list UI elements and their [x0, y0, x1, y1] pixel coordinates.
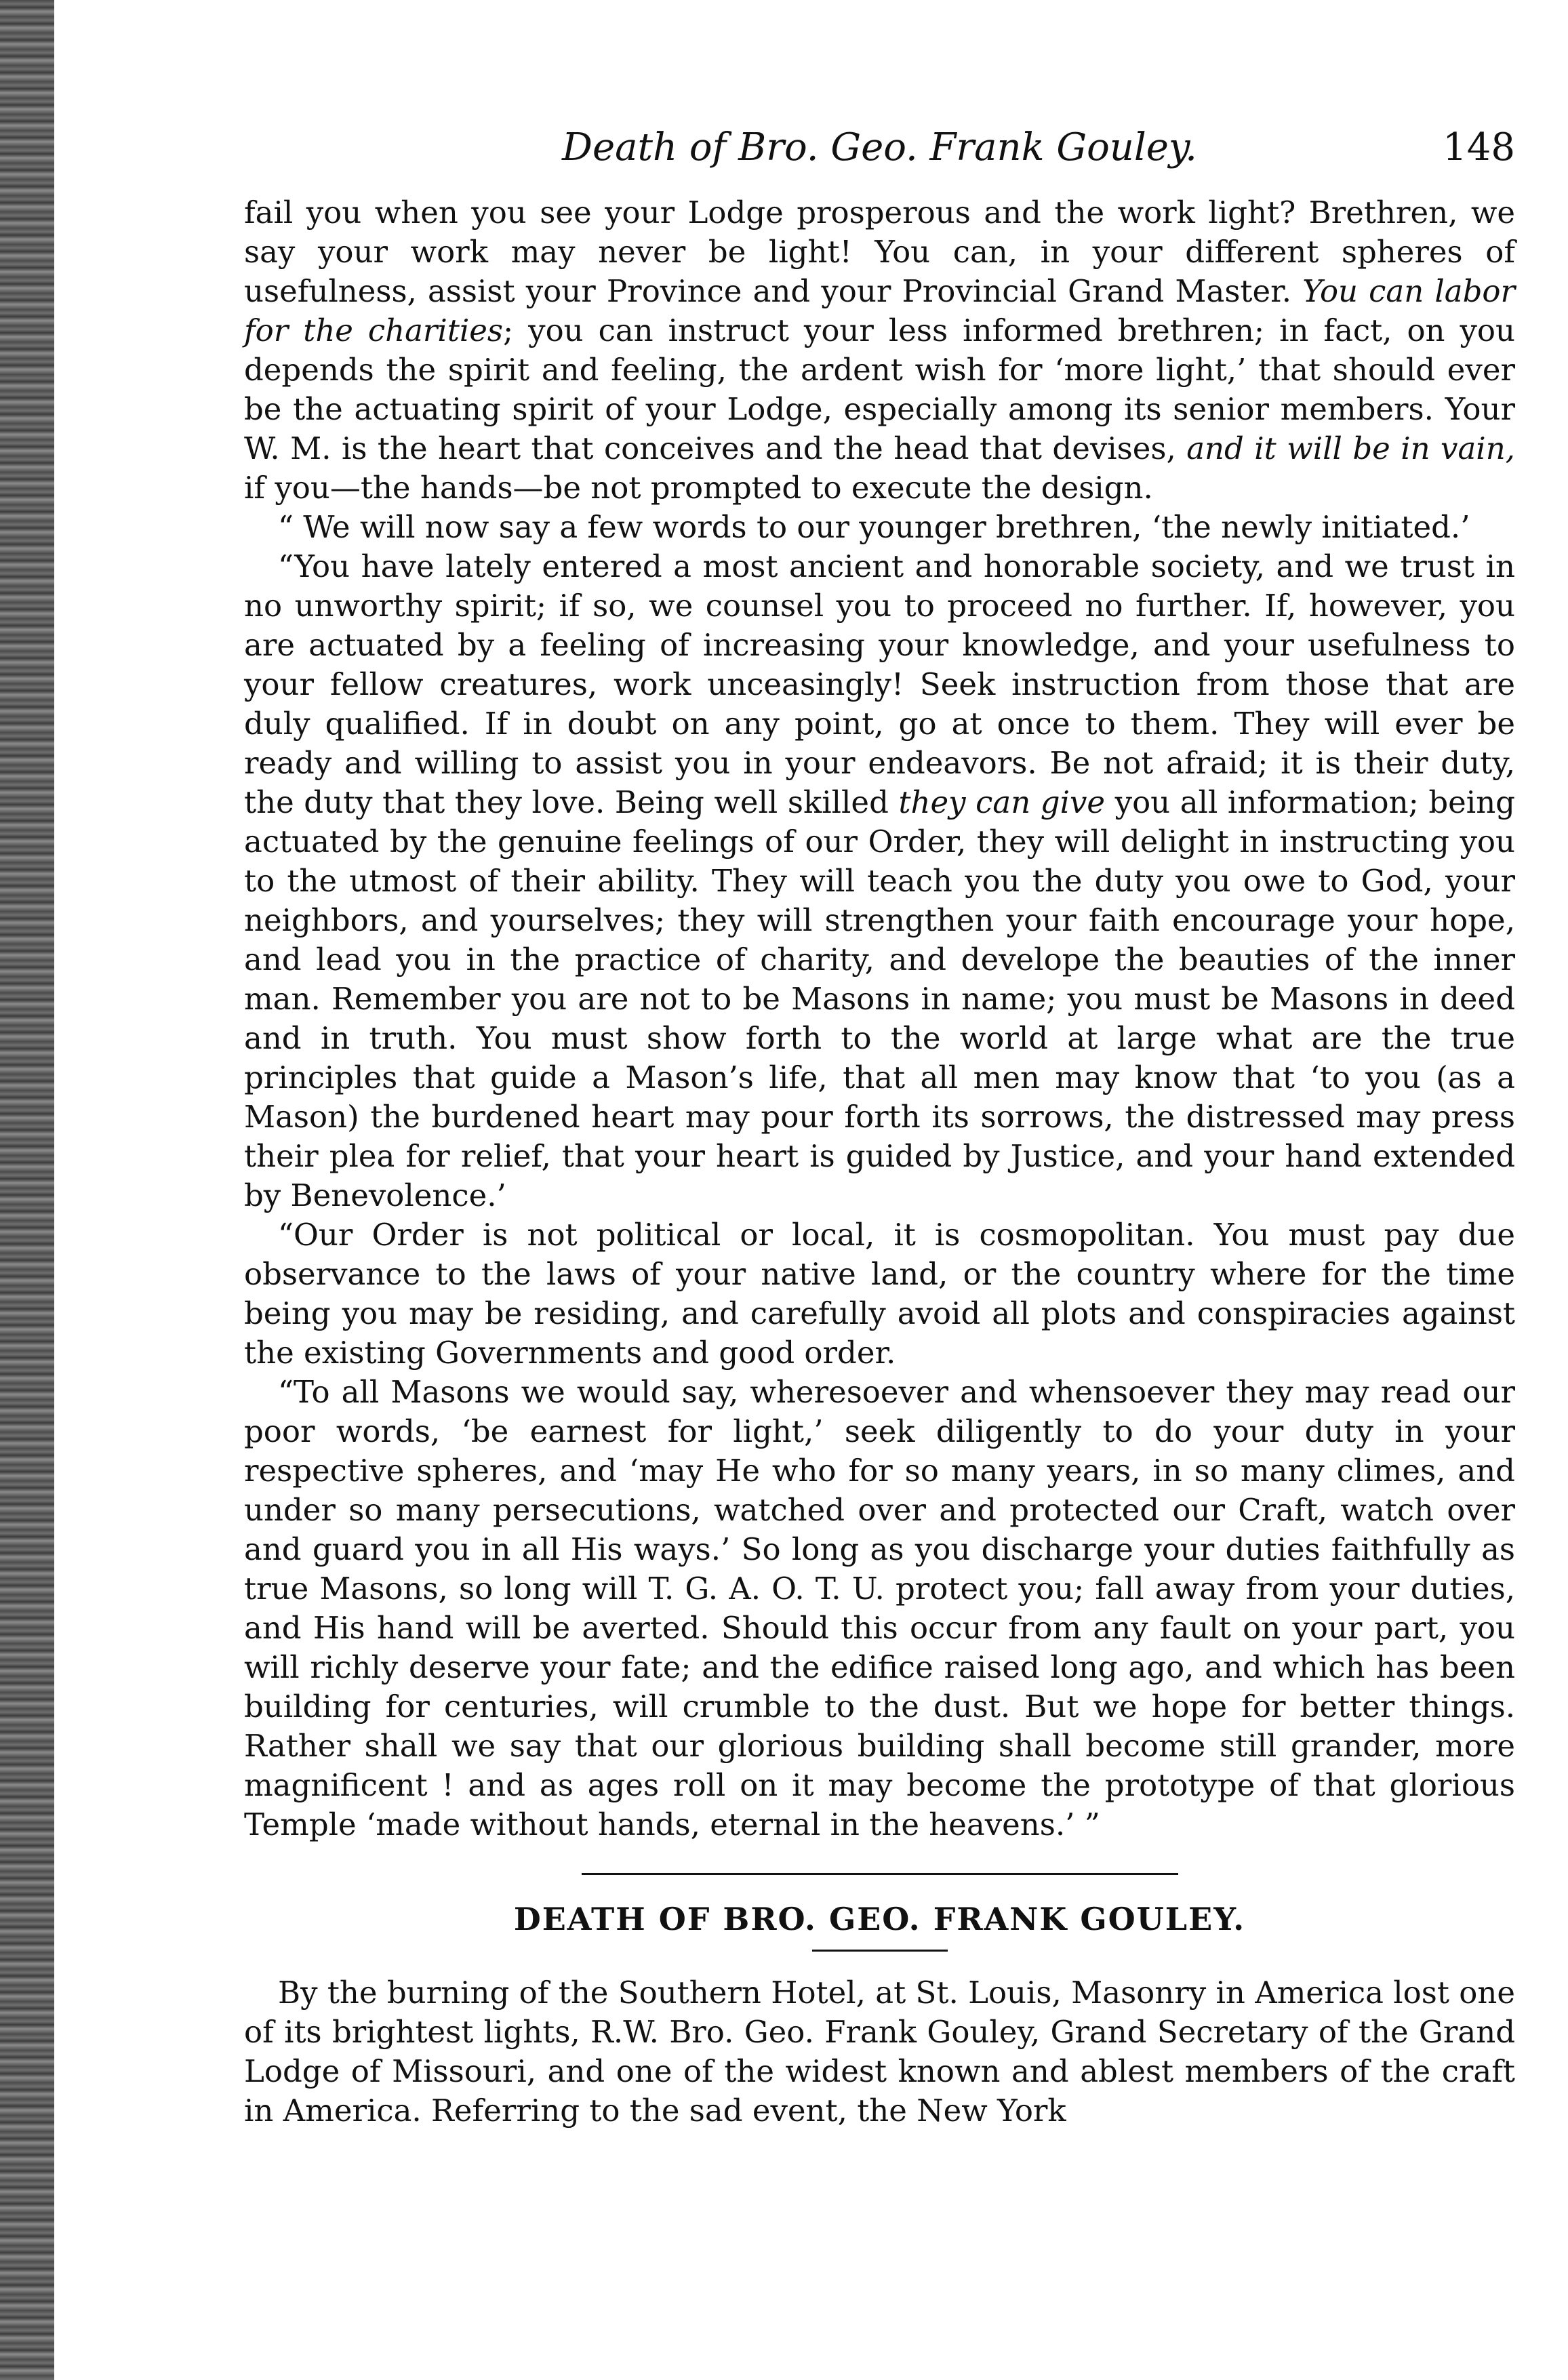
italic-phrase: they can give [898, 784, 1106, 820]
running-head [244, 125, 1515, 193]
paragraph-all-masons: “To all Masons we would say, wheresoever and whensoever they may read our poor words, ‘be earnest for light,’ seek diligently to do your duty in your respective spheres, and ‘may He who for so many years, in so many climes, and under so many persecutions, watched over and protected our Craft, watch over and guard you in all His ways.’ So long as you discharge your duties faithfully as true Masons, so long will T. G. A. O. T. U. protect you; fall away from your duties, and His hand will be averted. Should this occur from any fault on your part, you will richly deserve your fate; and the edifice raised long ago, and which has been building for centuries, will crumble to the dust. But we hope for better things. Rather shall we say that our glorious building shall become still grander, more magnificent ! and as ages roll on it may become the prototype of that glorious Temple ‘made without hands, eternal in the heavens.’ ” [244, 1374, 1515, 1842]
article-body [244, 193, 1515, 1844]
italic-phrase: and it will be in vain, [1186, 430, 1515, 466]
paragraph-text: ; you can instruct your less informed brethren; in fact, on you depends the spirit and feeling, the ardent wish for ‘more light,’ that should ever be the actuating spirit of your Lodge, especially among its senior members. Your W. M. is the heart that conceives and the head that devises, [244, 312, 1516, 466]
section-divider [582, 1873, 1178, 1875]
running-title: Death of Bro. Geo. Frank Gouley. [562, 125, 1197, 169]
paragraph-text: you all information; being actuated by the genuine feelings of our Order, they will delight in instructing you to the utmost of their ability. They will teach you the duty you owe to God, your neighbors, and yourselves; they will strengthen your faith encourage your hope, and lead you in the practice of charity, and develope the beauties of the inner man. Remember you are not to be Masons in name; you must be Masons in deed and in truth. You must show forth to the world at large what are the true principles that guide a Mason’s life, that all men may know that ‘to you (as a Mason) the burdened heart may pour forth its sorrows, the distressed may press their plea for relief, that your heart is guided by Justice, and your hand extended by Benevolence.’ [244, 784, 1515, 1213]
paragraph-obituary: By the burning of the Southern Hotel, at St. Louis, Masonry in America lost one of its brightest lights, R.W. Bro. Geo. Frank Gouley, Grand Secretary of the Grand Lodge of Missouri, and one of the widest known and ablest members of the craft in America. Referring to the sad event, the New York [244, 1975, 1515, 2129]
section-body [244, 1973, 1515, 2131]
page-number: 148 [1443, 125, 1515, 169]
paragraph-instruction [244, 547, 1515, 1215]
paragraph-cosmopolitan: “Our Order is not political or local, it is cosmopolitan. You must pay due observance to the laws of your native land, or the country where for the time being you may be residing, and carefully avoid all plots and conspiracies against the existing Governments and good order. [244, 1217, 1515, 1371]
paragraph-text: if you—the hands—be not prompted to execute the design. [244, 470, 1153, 506]
section-heading: DEATH OF BRO. GEO. FRANK GOULEY. [513, 1901, 1246, 1937]
heading-underline [812, 1950, 948, 1952]
italic-phrase: You can labor for the charities [244, 273, 1515, 348]
paragraph-text: fail you when you see your Lodge prosperous and the work light? Brethren, we say your work may never be light! You can, in your different spheres of usefulness, assist your Province and your Provincial Grand Master. [244, 195, 1515, 309]
page [244, 125, 1515, 2131]
scanned-binding-edge [0, 0, 54, 2380]
paragraph-text: “You have lately entered a most ancient and honorable society, and we trust in no unworthy spirit; if so, we counsel you to proceed no further. If, however, you are actuated by a feeling of increasing your knowledge, and your usefulness to your fellow creatures, work unceasingly! Seek instruction from those that are duly qualified. If in doubt on any point, go at once to them. They will ever be ready and willing to assist you in your endeavors. Be not afraid; it is their duty, the duty that they love. Being well skilled [244, 548, 1515, 820]
paragraph-continuation [244, 193, 1515, 508]
paragraph-younger-brethren: “ We will now say a few words to our younger brethren, ‘the newly initiated.’ [278, 509, 1470, 545]
